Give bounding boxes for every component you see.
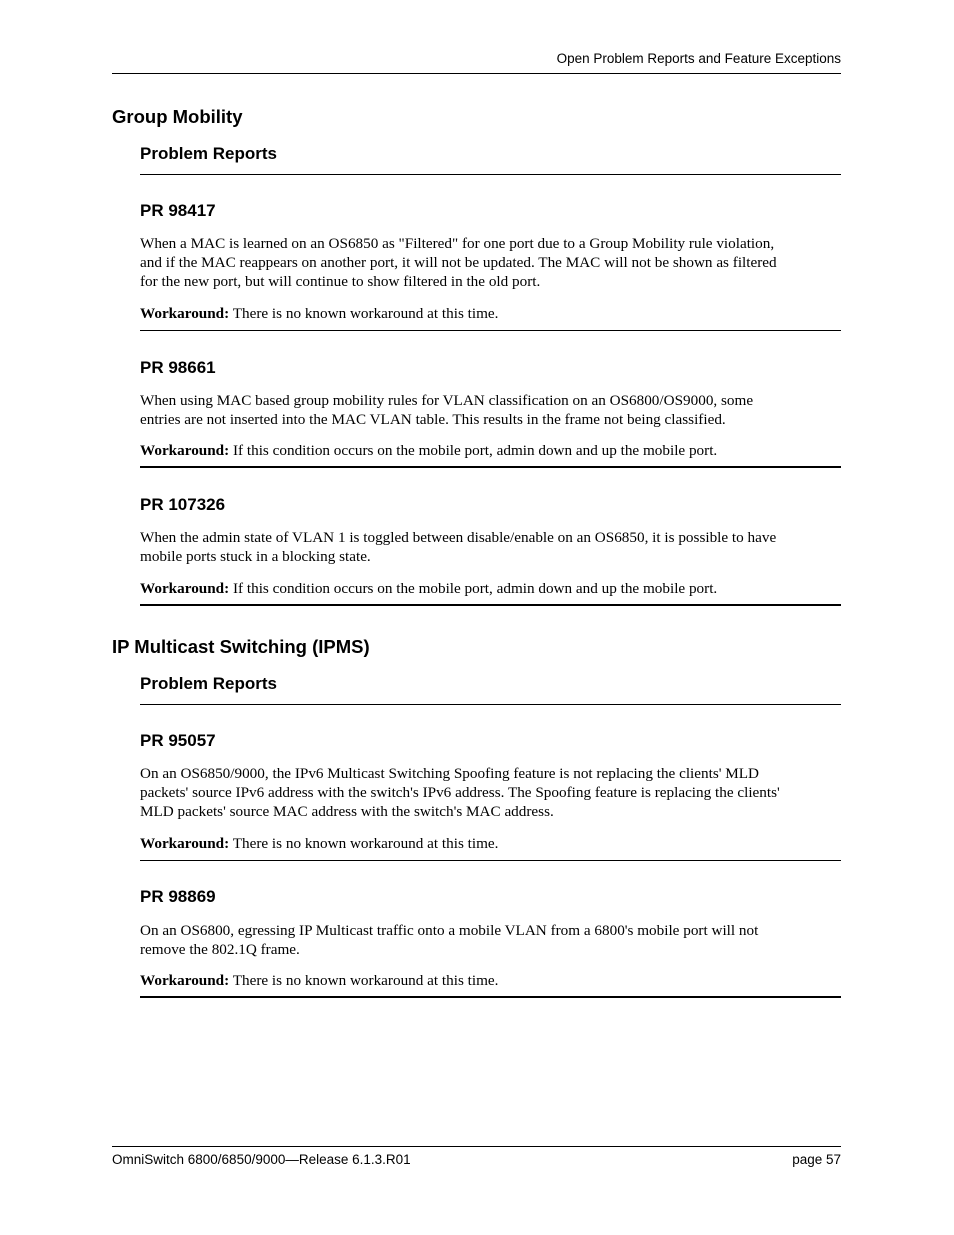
report-workaround xyxy=(140,971,840,990)
description-line: When using MAC based group mobility rules for VLAN classification on an OS6800/OS9000, some xyxy=(140,392,754,409)
description-line: for the new port, but will continue to show filtered in the old port. xyxy=(140,273,541,290)
description-line: On an OS6800, egressing IP Multicast traffic onto a mobile VLAN from a 6800's mobile port will not xyxy=(140,922,759,939)
description-line: MLD packets' source MAC address with the switch's MAC address. xyxy=(140,803,554,820)
report-workaround xyxy=(140,834,840,853)
workaround-text: There is no known workaround at this time. xyxy=(229,972,499,989)
footer-rule xyxy=(112,1146,841,1147)
report-description xyxy=(140,528,840,566)
description-line: When the admin state of VLAN 1 is toggled between disable/enable on an OS6850, it is possible to have xyxy=(140,529,777,546)
workaround-label: Workaround: xyxy=(140,580,230,597)
description-line: On an OS6850/9000, the IPv6 Multicast Switching Spoofing feature is not replacing the clients' MLD xyxy=(140,765,760,782)
report-separator xyxy=(140,996,841,998)
report-id: PR 98661 xyxy=(140,358,216,377)
footer-product: OmniSwitch 6800/6850/9000—Release 6.1.3.R01 xyxy=(112,1152,411,1167)
subtitle-rule xyxy=(140,704,841,705)
workaround-label: Workaround: xyxy=(140,835,230,852)
description-line: and if the MAC reappears on another port, it will not be updated. The MAC will not be shown as filtered xyxy=(140,254,777,271)
report-separator xyxy=(140,604,841,606)
report-separator xyxy=(140,860,841,861)
workaround-text: If this condition occurs on the mobile port, admin down and up the mobile port. xyxy=(229,580,718,597)
workaround-text: There is no known workaround at this time. xyxy=(229,305,499,322)
report-id: PR 98417 xyxy=(140,201,216,220)
report-workaround xyxy=(140,441,840,460)
description-line: entries are not inserted into the MAC VLAN table. This results in the frame not being classified. xyxy=(140,411,726,428)
report-separator xyxy=(140,330,841,331)
running-header: Open Problem Reports and Feature Exceptions xyxy=(556,51,841,66)
report-description xyxy=(140,764,840,821)
subtitle-rule xyxy=(140,174,841,175)
description-line: When a MAC is learned on an OS6850 as "Filtered" for one port due to a Group Mobility rule violation, xyxy=(140,235,775,252)
section-title: Group Mobility xyxy=(112,106,243,127)
workaround-text: There is no known workaround at this time. xyxy=(229,835,499,852)
report-id: PR 95057 xyxy=(140,731,216,750)
report-description xyxy=(140,391,840,429)
report-id: PR 107326 xyxy=(140,495,226,514)
report-workaround xyxy=(140,304,840,323)
header-rule xyxy=(112,73,841,74)
workaround-label: Workaround: xyxy=(140,305,230,322)
workaround-text: If this condition occurs on the mobile port, admin down and up the mobile port. xyxy=(229,442,718,459)
description-line: mobile ports stuck in a blocking state. xyxy=(140,548,371,565)
report-description xyxy=(140,234,840,291)
footer-page-number: page 57 xyxy=(792,1152,841,1167)
report-id: PR 98869 xyxy=(140,887,216,906)
description-line: packets' source IPv6 address with the switch's IPv6 address. The Spoofing feature is replacing the clients' xyxy=(140,784,780,801)
report-separator xyxy=(140,466,841,468)
section-subtitle: Problem Reports xyxy=(140,674,277,693)
report-description xyxy=(140,921,840,959)
report-workaround xyxy=(140,579,840,598)
description-line: remove the 802.1Q frame. xyxy=(140,941,300,958)
section-title: IP Multicast Switching (IPMS) xyxy=(112,636,370,657)
workaround-label: Workaround: xyxy=(140,442,230,459)
workaround-label: Workaround: xyxy=(140,972,230,989)
section-subtitle: Problem Reports xyxy=(140,144,277,163)
